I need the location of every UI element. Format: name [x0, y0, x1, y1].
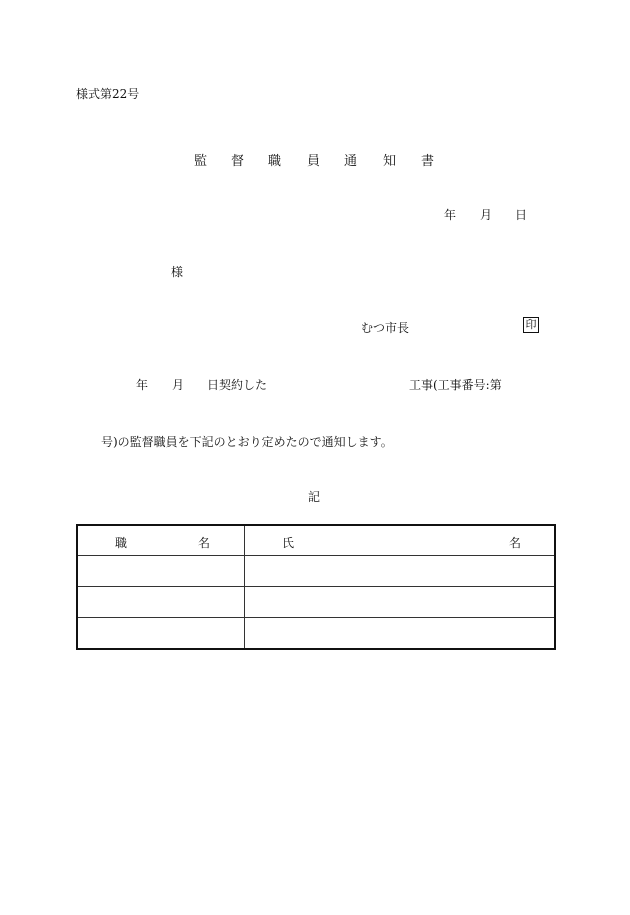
table-header-row [77, 525, 555, 556]
title-char: 知 [383, 154, 397, 169]
position-cell [77, 587, 245, 618]
addressee-suffix: 様 [171, 265, 184, 279]
table-row [77, 587, 555, 618]
header-position [77, 525, 245, 556]
title-char: 監 [194, 154, 208, 169]
title-char: 職 [268, 154, 282, 169]
work-number-text: 工事(工事番号:第 [409, 378, 502, 392]
issuer-name: むつ市長 [361, 321, 410, 335]
table-row [77, 618, 555, 650]
title-char: 督 [231, 154, 245, 169]
contract-month-label: 月 [172, 378, 185, 392]
date-month-label: 月 [480, 208, 493, 222]
position-cell [77, 556, 245, 587]
title-char: 員 [307, 154, 321, 169]
header-shoku: 職 [115, 536, 128, 550]
date-day-label: 日 [515, 208, 528, 222]
supervisor-table [76, 524, 556, 650]
name-cell [245, 618, 556, 650]
date-year-label: 年 [444, 208, 457, 222]
header-shi: 氏 [282, 536, 295, 550]
seal-mark: 印 [523, 317, 539, 333]
header-mei: 名 [509, 536, 522, 550]
title-char: 書 [421, 154, 435, 169]
title-char: 通 [344, 154, 358, 169]
name-cell [245, 587, 556, 618]
header-name [245, 525, 556, 556]
ki-heading: 記 [308, 490, 321, 504]
contract-day-text: 日契約した [207, 378, 268, 392]
body-line-2: 号)の監督職員を下記のとおり定めたので通知します。 [101, 435, 393, 449]
table-row [77, 556, 555, 587]
contract-year-label: 年 [136, 378, 149, 392]
header-mei: 名 [198, 536, 211, 550]
form-number: 様式第22号 [76, 87, 140, 101]
name-cell [245, 556, 556, 587]
position-cell [77, 618, 245, 650]
